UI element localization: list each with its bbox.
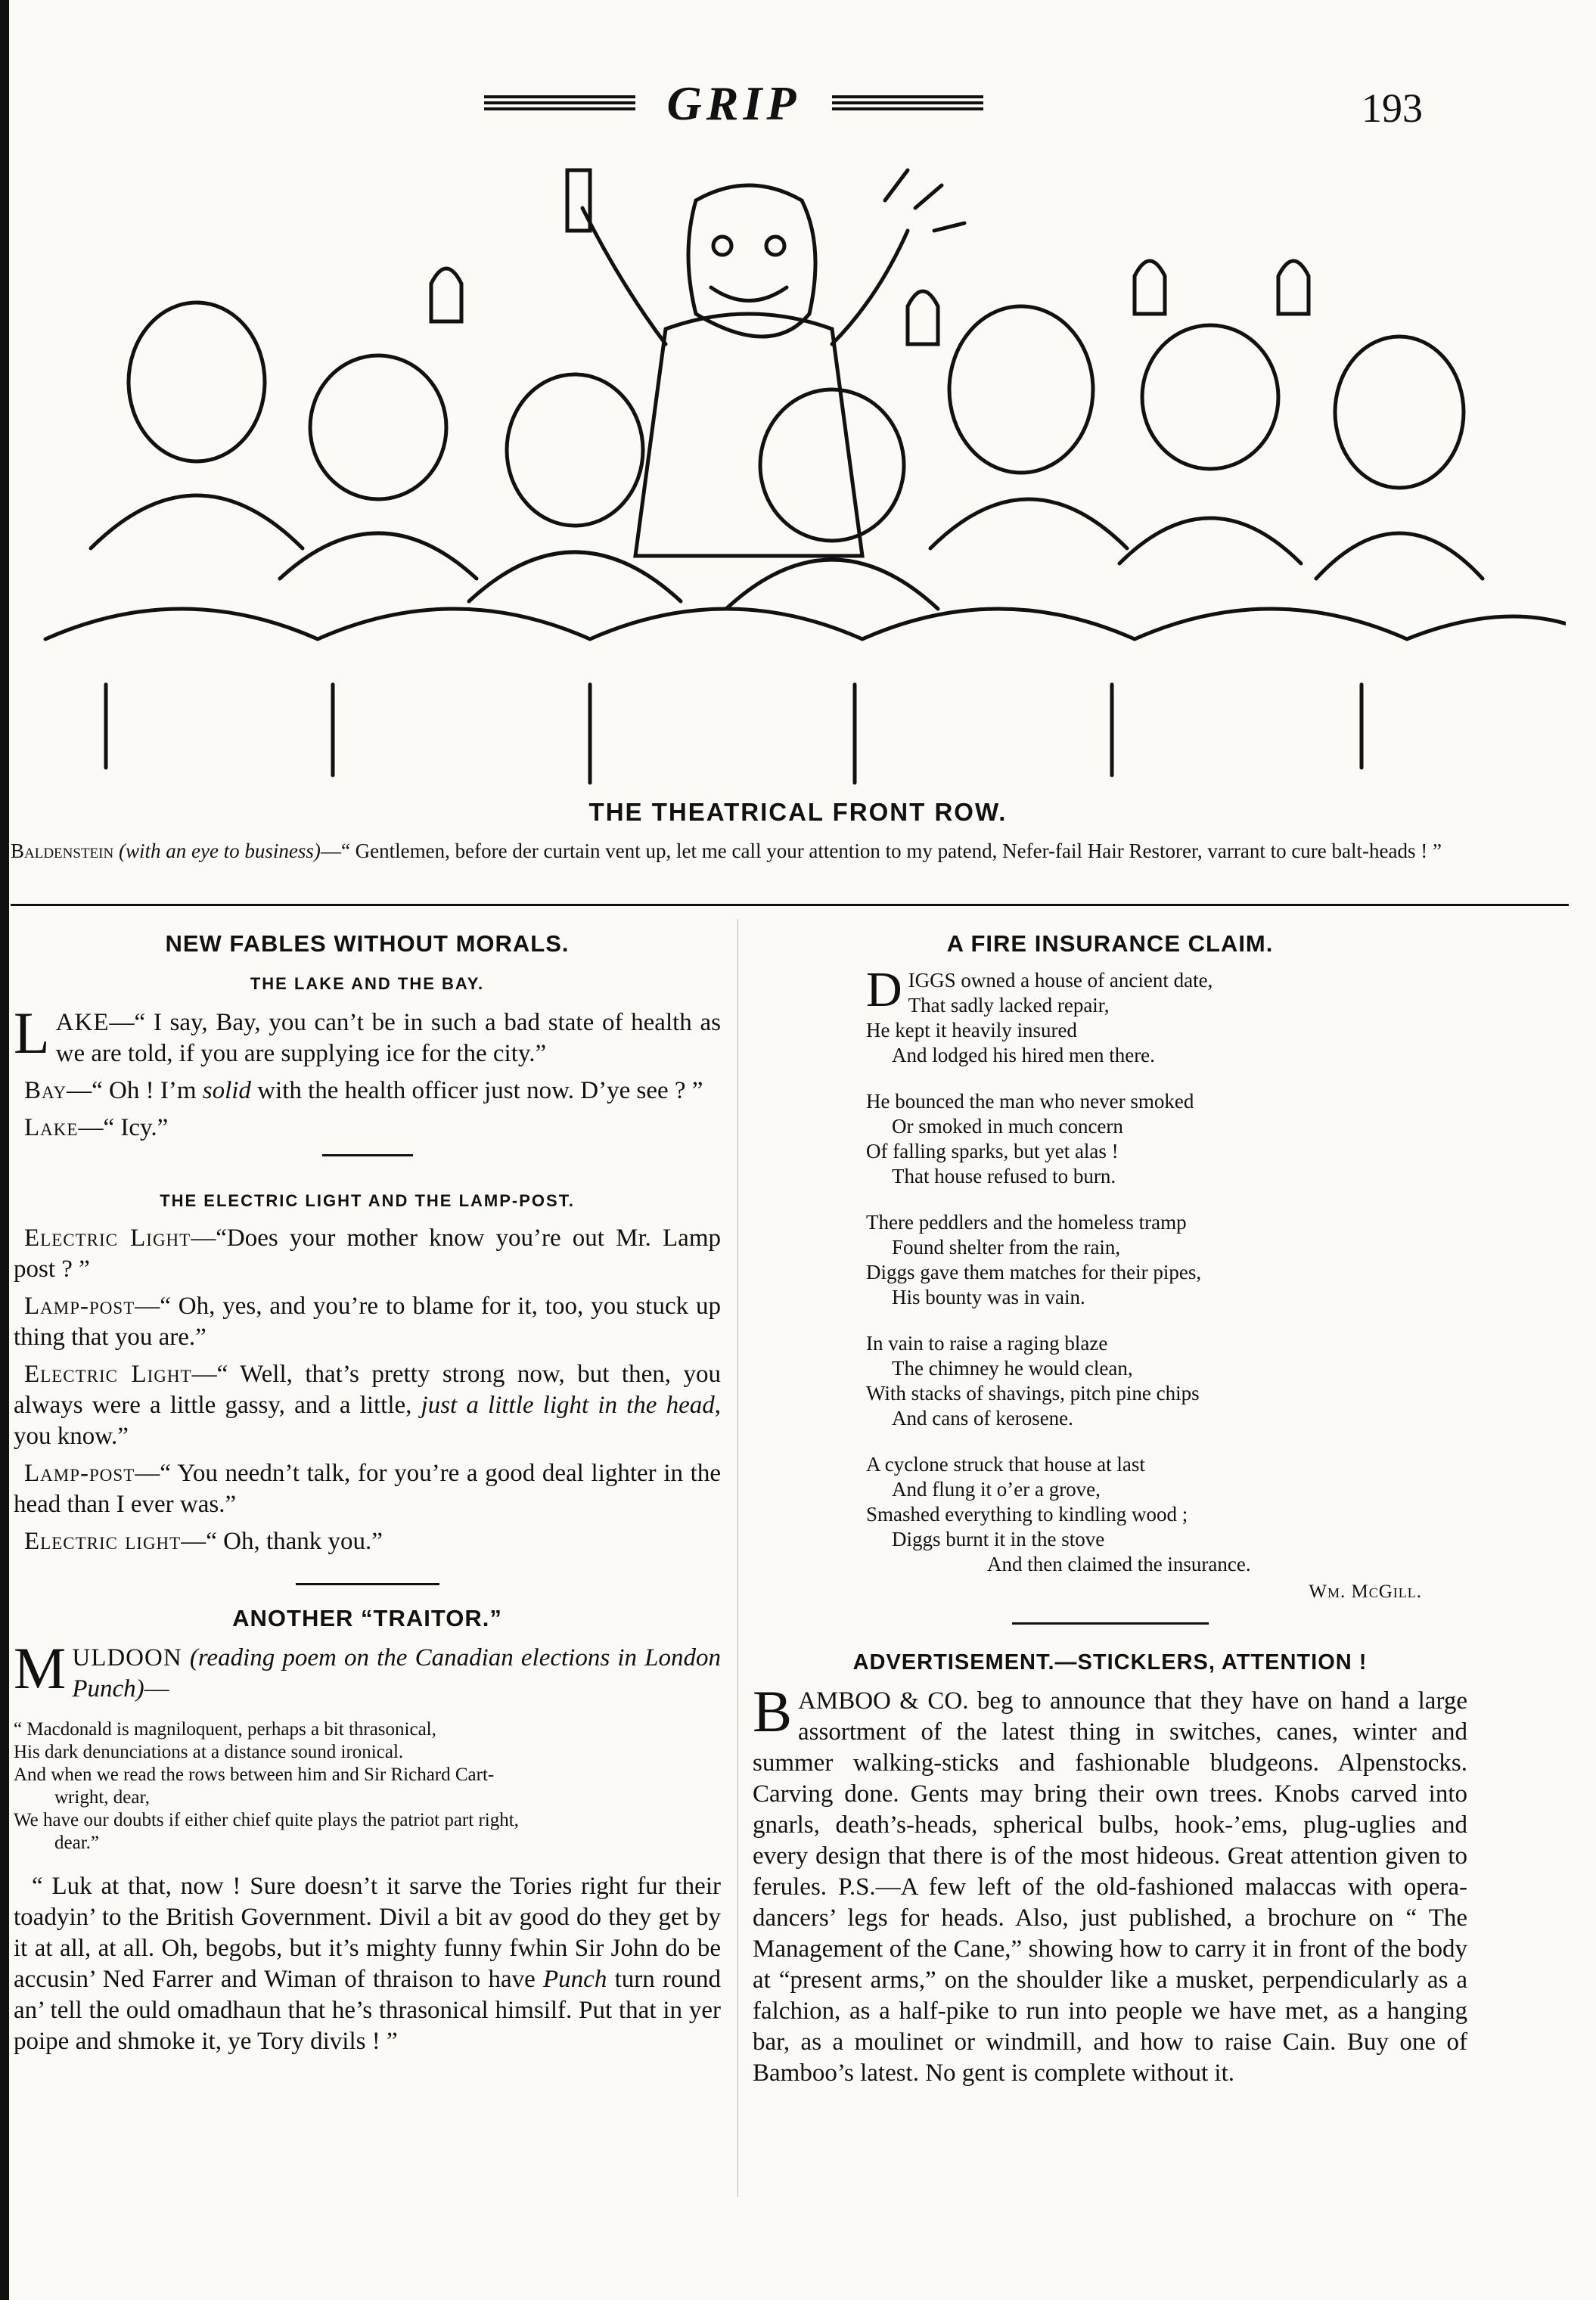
stage-direction: (reading poem on the Canadian elections in London Punch) bbox=[72, 1644, 721, 1702]
line-text: —“ Oh, yes, and you’re to blame for it, too, you stuck up thing that you are.” bbox=[14, 1293, 721, 1351]
fables-title: NEW FABLES WITHOUT MORALS. bbox=[165, 930, 570, 957]
line-text: turn round an’ tell the ould omadhaun that he’s thrasonical himsilf. Put that in yer poipe and shmoke it, ye Tory divils ! ” bbox=[14, 1966, 721, 2055]
stanza-1 bbox=[866, 962, 1467, 1068]
dropcap-b: B bbox=[753, 1678, 793, 1744]
stanza-4 bbox=[866, 1331, 1467, 1431]
speaker-electric-light: Electric light bbox=[24, 1528, 182, 1555]
short-rule bbox=[296, 1583, 439, 1585]
left-column bbox=[14, 930, 721, 2063]
line-text: IGGS owned a house of ancient date, bbox=[908, 969, 1213, 992]
fable-electric-body bbox=[14, 1223, 721, 1557]
fable-electric-line-2 bbox=[14, 1291, 721, 1353]
traitor-paragraph bbox=[14, 1871, 721, 2057]
traitor-intro bbox=[14, 1635, 721, 1705]
poem-line: Diggs burnt it in the stove bbox=[892, 1528, 1105, 1550]
stanza-2 bbox=[866, 1089, 1467, 1189]
quote-line: wright, dear, bbox=[54, 1787, 151, 1808]
masthead-rule-left bbox=[484, 95, 635, 116]
speaker-lake: AKE bbox=[55, 1009, 110, 1036]
fable-electric-subtitle: THE ELECTRIC LIGHT AND THE LAMP-POST. bbox=[160, 1191, 575, 1210]
stanza-3 bbox=[866, 1210, 1467, 1310]
poem-signature: Wm. McGill. bbox=[1309, 1581, 1422, 1602]
line-emphasis: solid bbox=[202, 1077, 251, 1104]
poem-quote bbox=[14, 1718, 721, 1855]
fable-electric-line-5 bbox=[14, 1526, 721, 1557]
speaker-bay: Bay bbox=[24, 1077, 67, 1104]
masthead bbox=[484, 76, 983, 136]
line-text: “ Luk at that, now ! Sure doesn’t it sarve the Tories right fur their toadyin’ to the British Government. Divil a bit av good do they get by it at all, at all. Oh, begobs, but it’s mighty funny fwhin Sir John do be accusin’ Ned Farrer and Wiman of thraison to have bbox=[14, 1873, 721, 1993]
poem-line: He bounced the man who never smoked bbox=[866, 1090, 1194, 1113]
advert-title: ADVERTISEMENT.—STICKLERS, ATTENTION ! bbox=[852, 1650, 1368, 1675]
advert-paragraph bbox=[753, 1678, 1467, 2089]
caption-title: THE THEATRICAL FRONT ROW. bbox=[588, 798, 1008, 826]
poem-line: And cans of kerosene. bbox=[892, 1407, 1073, 1429]
dropcap-d: D bbox=[866, 962, 902, 1017]
fable-electric-line-3 bbox=[14, 1359, 721, 1452]
caption-body bbox=[11, 838, 1561, 864]
line-text: — bbox=[144, 1675, 169, 1702]
caption-stage-direction: (with an eye to business) bbox=[118, 840, 321, 862]
speaker-lake: Lake bbox=[24, 1114, 79, 1141]
fable-electric-line-4 bbox=[14, 1458, 721, 1520]
quote-line: dear.” bbox=[54, 1833, 99, 1853]
poem-line: And lodged his hired men there. bbox=[892, 1044, 1155, 1066]
line-text: —“Does your mother know you’re out Mr. Lamp post ? ” bbox=[14, 1224, 721, 1283]
column-divider bbox=[737, 919, 738, 2197]
line-text: —“ I say, Bay, you can’t be in such a bad state of health as we are told, if you are supplying ice for the city.” bbox=[55, 1009, 721, 1067]
quote-line: “ Macdonald is magniloquent, perhaps a bit thrasonical, bbox=[14, 1719, 436, 1740]
dropcap-l: L bbox=[14, 1000, 50, 1066]
line-emphasis: just a little light in the head bbox=[421, 1392, 715, 1419]
section-divider bbox=[11, 904, 1569, 906]
poem-line: His bounty was in vain. bbox=[892, 1286, 1085, 1308]
poem-line: Of falling sparks, but yet alas ! bbox=[866, 1140, 1119, 1162]
speaker-electric-light: Electric Light bbox=[24, 1224, 191, 1252]
line-text: —“ Well, that’s pretty strong now, but then, you always were a little gassy, and a little, bbox=[14, 1361, 721, 1419]
line-text: —“ Icy.” bbox=[78, 1114, 169, 1141]
fable-lake-subtitle: THE LAKE AND THE BAY. bbox=[250, 974, 485, 993]
quote-line: We have our doubts if either chief quite plays the patriot part right, bbox=[14, 1810, 519, 1830]
speaker-electric-light: Electric Light bbox=[24, 1361, 192, 1388]
advert-text: AMBOO & CO. beg to announce that they have on hand a large assortment of the latest thing in switches, canes, winter and summer walking-sticks and fashionable bludgeons. Alpenstocks. Carving done. Gents may bring their own trees. Knobs carved into gnarls, death’s-heads, spherical bulbs, hook-’ems, plug-uglies and every design that there is of the most hideous. Great attention given to ferules. P.S.—A few left of the old-fashioned malaccas with opera-dancers’ legs for heads. Also, just published, a brochure on “ The Management of the Cane,” showing how to carry it in front of the body at “present arms,” on the shoulder like a musket, perpendicularly as a falchion, as a half-pike to run into people we have met, as a hanging bar, as a moulinet or windmill, and how to raise Cain. Buy one of Bamboo’s latest. No gent is complete without it. bbox=[753, 1687, 1467, 2087]
traitor-body bbox=[14, 1871, 721, 2057]
poem-line: That sadly lacked repair, bbox=[908, 994, 1110, 1017]
speaker-lamp-post: Lamp-post bbox=[24, 1293, 135, 1320]
quote-line: And when we read the rows between him and Sir Richard Cart- bbox=[14, 1765, 495, 1785]
line-text: —“ Oh ! I’m bbox=[67, 1077, 203, 1104]
short-rule bbox=[322, 1154, 413, 1156]
page-number: 193 bbox=[1362, 85, 1423, 131]
poem-line: Or smoked in much concern bbox=[892, 1115, 1123, 1138]
fable-lake-line-2 bbox=[14, 1076, 721, 1107]
poem-line: The chimney he would clean, bbox=[892, 1357, 1133, 1380]
poem-line: Smashed everything to kindling wood ; bbox=[866, 1503, 1188, 1526]
right-column bbox=[753, 930, 1467, 2095]
fable-lake-line-1 bbox=[14, 1000, 721, 1069]
dropcap-m: M bbox=[14, 1635, 67, 1701]
line-text: —“ You needn’t talk, for you’re a good deal lighter in the head than I ever was.” bbox=[14, 1460, 721, 1518]
traitor-intro-line bbox=[14, 1635, 721, 1705]
poem-line: Found shelter from the rain, bbox=[892, 1236, 1121, 1259]
traitor-title: ANOTHER “TRAITOR.” bbox=[232, 1605, 502, 1631]
poem-line: With stacks of shavings, pitch pine chips bbox=[866, 1382, 1200, 1405]
poem-line: There peddlers and the homeless tramp bbox=[866, 1211, 1187, 1234]
page-edge-shadow bbox=[0, 0, 9, 2300]
fire-poem bbox=[753, 962, 1467, 1577]
caption-speaker: Baldenstein bbox=[11, 840, 114, 862]
fire-title: A FIRE INSURANCE CLAIM. bbox=[946, 930, 1274, 957]
poem-line: A cyclone struck that house at last bbox=[866, 1453, 1145, 1476]
speaker-lamp-post: Lamp-post bbox=[24, 1460, 135, 1487]
line-text: —“ Oh, thank you.” bbox=[181, 1528, 383, 1555]
fable-lake-body bbox=[14, 1000, 721, 1144]
poem-line: Diggs gave them matches for their pipes, bbox=[866, 1261, 1202, 1283]
speaker-muldoon: ULDOON bbox=[72, 1644, 182, 1671]
fable-lake-line-3 bbox=[14, 1113, 721, 1144]
poem-line: That house refused to burn. bbox=[892, 1165, 1116, 1187]
caption-text: —“ Gentlemen, before der curtain vent up, let me call your attention to my patend, Nefer-fail Hair Restorer, varrant to cure balt-heads ! ” bbox=[320, 840, 1442, 862]
theatre-cartoon-illustration bbox=[15, 155, 1566, 798]
short-rule bbox=[1012, 1622, 1209, 1625]
line-text: with the health officer just now. D’ye see ? ” bbox=[250, 1077, 703, 1104]
masthead-rule-right bbox=[832, 95, 983, 116]
advert-body bbox=[753, 1678, 1467, 2089]
quote-line: His dark denunciations at a distance sound ironical. bbox=[14, 1742, 404, 1762]
line-emphasis: Punch bbox=[543, 1966, 607, 1993]
masthead-title: GRIP bbox=[666, 76, 801, 130]
poem-line: In vain to raise a raging blaze bbox=[866, 1332, 1108, 1355]
poem-line: And then claimed the insurance. bbox=[987, 1553, 1251, 1575]
fable-electric-line-1 bbox=[14, 1223, 721, 1285]
stanza-5 bbox=[866, 1452, 1467, 1577]
poem-line: And flung it o’er a grove, bbox=[892, 1478, 1101, 1501]
poem-line: He kept it heavily insured bbox=[866, 1019, 1077, 1041]
line-text: , you know.” bbox=[14, 1392, 721, 1450]
